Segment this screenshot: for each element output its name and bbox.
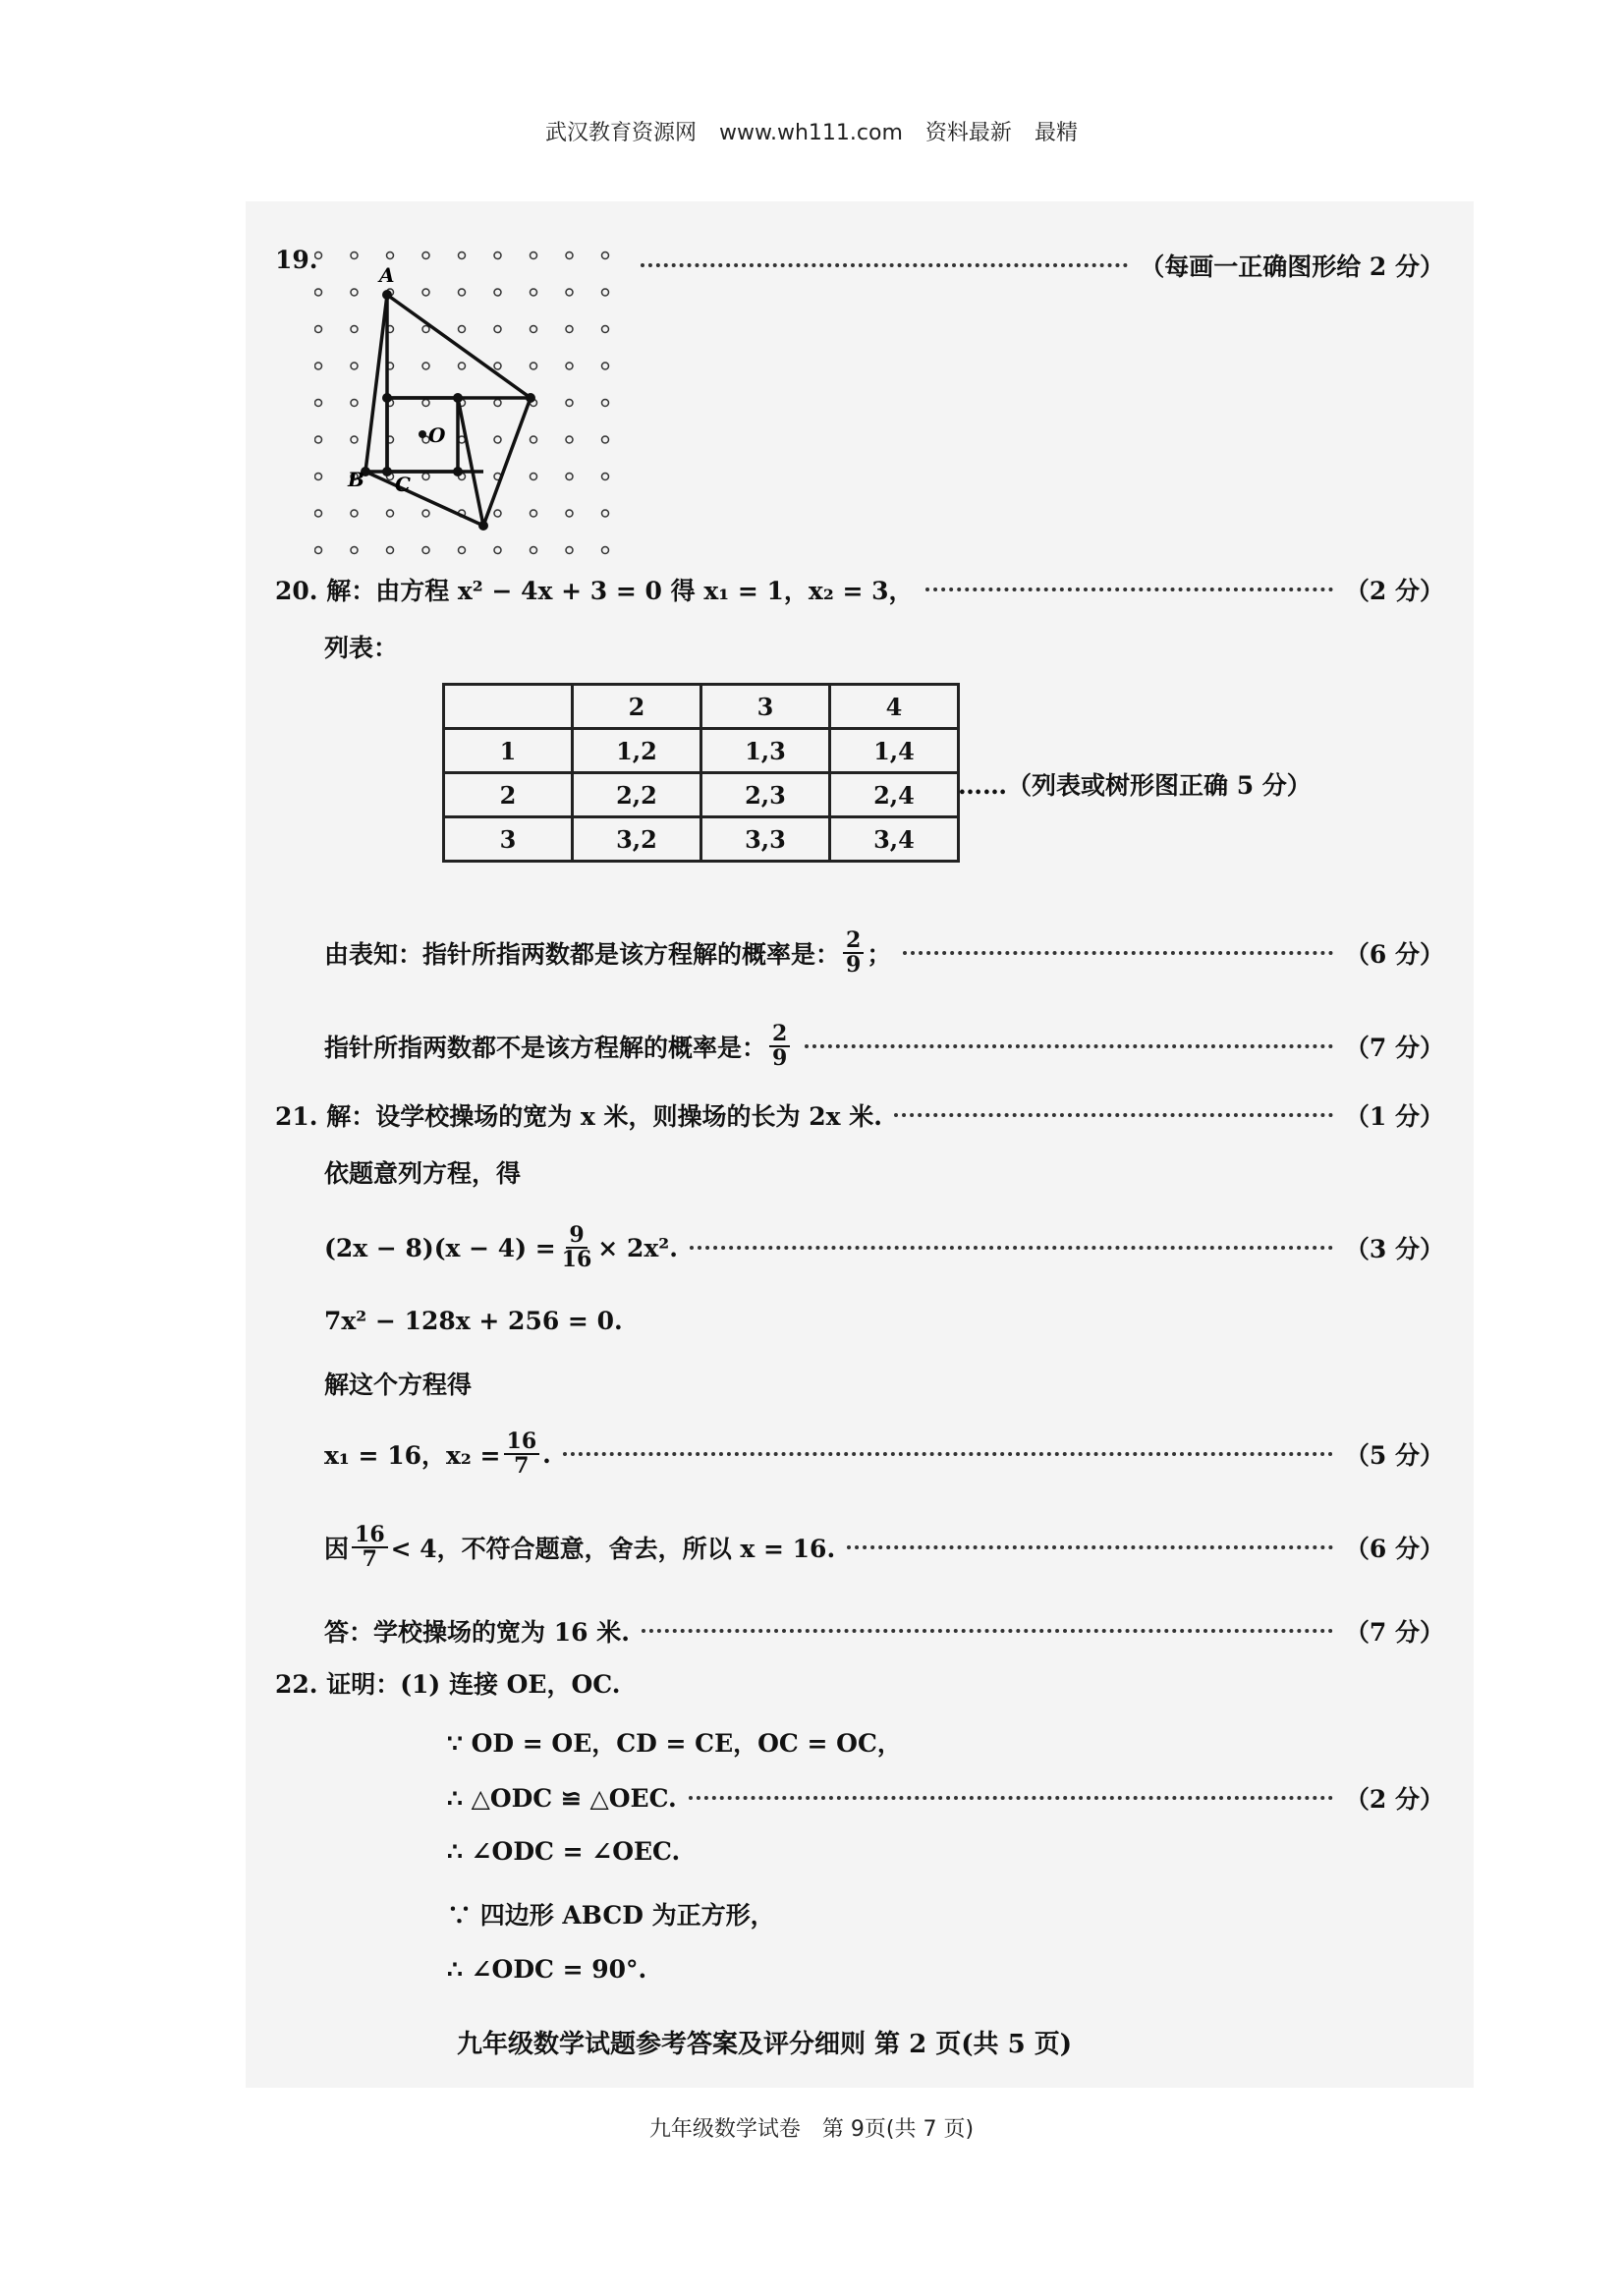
grid-dot: [531, 436, 537, 443]
fraction: $\frac{2}{9}$: [843, 929, 864, 977]
grid-dot: [602, 400, 609, 407]
grid-dot: [387, 252, 394, 259]
table-row: [444, 817, 959, 862]
grid-dot: [351, 436, 358, 443]
label-O: O: [428, 423, 446, 447]
label-A: A: [379, 263, 395, 287]
grid-dot: [315, 510, 322, 517]
q22-line-4: ∴ ∠ODC = ∠OEC.: [447, 1837, 681, 1866]
fraction: $\frac{9}{16}$: [561, 1221, 592, 1272]
grid-dot: [566, 289, 573, 296]
table-cell: 4: [830, 685, 959, 729]
grid-dot: [351, 326, 358, 333]
grid-dot: [315, 547, 322, 554]
table-cell: 3,2: [573, 817, 701, 862]
grid-dot: [602, 289, 609, 296]
grid-dot: [422, 547, 429, 554]
q20-solution-text: 20. 解：由方程 x² − 4x + 3 = 0 得 x₁ = 1，x₂ = 3，: [275, 577, 914, 605]
fraction: $\frac{16}{7}$: [504, 1430, 540, 1478]
grid-dot: [494, 436, 501, 443]
table-cell: 2,3: [701, 773, 830, 817]
grid-dot: [531, 326, 537, 333]
grid-dot: [602, 510, 609, 517]
grid-dot: [494, 363, 501, 369]
grid-dot: [566, 326, 573, 333]
q21-solve-label: 解这个方程得: [324, 1371, 473, 1399]
grid-dot: [351, 252, 358, 259]
grid-dot: [351, 363, 358, 369]
grid-dot: [315, 474, 322, 480]
grid-dot: [494, 326, 501, 333]
grid-dots: [315, 252, 609, 554]
table-cell: 1,4: [830, 729, 959, 773]
grid-dot: [315, 252, 322, 259]
grid-dot: [351, 289, 358, 296]
site-slogan-2: 最精: [1034, 121, 1078, 145]
q21-simplified: 7x² − 128x + 256 = 0.: [324, 1307, 623, 1335]
grid-dot: [459, 363, 466, 369]
grid-dot: [494, 547, 501, 554]
table-cell: 1,3: [701, 729, 830, 773]
table-cell: 2,4: [830, 773, 959, 817]
table-row: [444, 773, 959, 817]
table-cell: 2,2: [573, 773, 701, 817]
table-cell: [444, 685, 573, 729]
grid-dot: [315, 436, 322, 443]
q19-score: （每画一正确图形给 2 分）: [1140, 252, 1444, 281]
grid-dot: [459, 547, 466, 554]
q20-table-score: ……（列表或树形图正确 5 分）: [958, 771, 1312, 800]
grid-dot: [566, 252, 573, 259]
q22-line-3: ∴ △ODC ≌ △OEC. （2 分）: [447, 1783, 1444, 1814]
q22-line-6: ∴ ∠ODC = 90°.: [447, 1955, 647, 1984]
fraction: $\frac{2}{9}$: [769, 1023, 790, 1070]
table-cell: 3,3: [701, 817, 830, 862]
scanned-answer-sheet: [246, 201, 1474, 2088]
grid-dot: [566, 400, 573, 407]
site-slogan-1: 资料最新: [924, 121, 1012, 145]
grid-dot: [422, 326, 429, 333]
grid-dot: [387, 510, 394, 517]
grid-dot: [602, 436, 609, 443]
grid-dot: [566, 474, 573, 480]
table-cell: 3: [701, 685, 830, 729]
q21-line-1: 21. 解：设学校操场的宽为 x 米，则操场的长为 2x 米. （1 分）: [275, 1102, 1444, 1131]
page-footer: 九年级数学试卷 第 9页(共 7 页): [648, 2117, 975, 2142]
grid-dot: [602, 547, 609, 554]
site-url[interactable]: www.wh111.com: [719, 121, 903, 145]
grid-dot: [422, 363, 429, 369]
q21-answer: 答：学校操场的宽为 16 米. （7 分）: [324, 1618, 1444, 1647]
grid-dot: [315, 289, 322, 296]
grid-dot: [459, 326, 466, 333]
grid-dot: [351, 547, 358, 554]
q20-prob-line-1: 由表知：指针所指两数都是该方程解的概率是： $\frac{2}{9}$ ； （6 分）: [324, 926, 1444, 978]
grid-dot: [422, 289, 429, 296]
grid-dot: [459, 252, 466, 259]
table-cell: 3,4: [830, 817, 959, 862]
q20-score-1: （2 分）: [1344, 577, 1444, 605]
fraction: $\frac{16}{7}$: [352, 1524, 388, 1571]
grid-dot: [387, 547, 394, 554]
grid-dot: [494, 252, 501, 259]
q21-line-2: 依题意列方程，得: [324, 1159, 522, 1188]
table-cell: 3: [444, 817, 573, 862]
grid-dot: [494, 289, 501, 296]
table-cell: 1,2: [573, 729, 701, 773]
table-cell: 2: [444, 773, 573, 817]
table-header-row: [444, 685, 959, 729]
grid-dot: [422, 510, 429, 517]
table-cell: 1: [444, 729, 573, 773]
grid-dot: [602, 363, 609, 369]
figure-lines: [365, 295, 531, 526]
site-header: [0, 116, 1623, 146]
grid-dot: [459, 289, 466, 296]
grid-dot: [531, 474, 537, 480]
grid-dot: [566, 547, 573, 554]
outer-quadrilateral: [365, 295, 531, 526]
grid-dot: [566, 436, 573, 443]
table-row: [444, 729, 959, 773]
site-name: 武汉教育资源网: [545, 121, 698, 145]
grid-dot: [602, 474, 609, 480]
q20-probability-table: [442, 683, 960, 863]
grid-dot: [351, 400, 358, 407]
grid-dot: [351, 510, 358, 517]
grid-dot: [422, 474, 429, 480]
grid-dot: [494, 400, 501, 407]
scan-page-footer: 九年级数学试题参考答案及评分细则 第 2 页(共 5 页): [457, 2030, 1073, 2059]
grid-dot: [531, 547, 537, 554]
table-cell: 2: [573, 685, 701, 729]
grid-dot: [531, 363, 537, 369]
grid-dot: [566, 510, 573, 517]
grid-dot: [315, 326, 322, 333]
q21-roots: x₁ = 16，x₂ = $\frac{16}{7}$ . （5 分）: [324, 1428, 1444, 1479]
label-B: B: [348, 468, 364, 491]
q20-list-label: 列表：: [324, 634, 399, 662]
q21-reject: 因 $\frac{16}{7}$ < 4，不符合题意，舍去，所以 x = 16. （6 分）: [324, 1521, 1444, 1572]
grid-dot: [566, 363, 573, 369]
grid-dot: [315, 400, 322, 407]
grid-dot: [494, 510, 501, 517]
grid-dot: [531, 510, 537, 517]
q22-line-1: 22. 证明：(1) 连接 OE，OC.: [275, 1670, 621, 1699]
grid-dot: [602, 326, 609, 333]
q20-prob-line-2: 指针所指两数都不是该方程解的概率是： $\frac{2}{9}$ （7 分）: [324, 1020, 1444, 1071]
grid-dot: [531, 252, 537, 259]
q19-score-line: [629, 246, 1444, 285]
q22-line-2: ∵ OD = OE，CD = CE，OC = OC，: [447, 1729, 902, 1758]
q21-equation: (2x − 8)(x − 4) = $\frac{9}{16}$ × 2x². （3 分）: [324, 1221, 1444, 1272]
q22-line-5: ∵ 四边形 ABCD 为正方形，: [447, 1901, 775, 1930]
label-C: C: [395, 473, 411, 496]
grid-dot: [422, 400, 429, 407]
grid-dot: [422, 252, 429, 259]
grid-dot: [602, 252, 609, 259]
grid-dot: [531, 289, 537, 296]
grid-dot: [315, 363, 322, 369]
q19-number: 19.: [275, 246, 318, 274]
q19-grid-figure: [314, 241, 865, 555]
q20-line-1: [275, 570, 1444, 609]
